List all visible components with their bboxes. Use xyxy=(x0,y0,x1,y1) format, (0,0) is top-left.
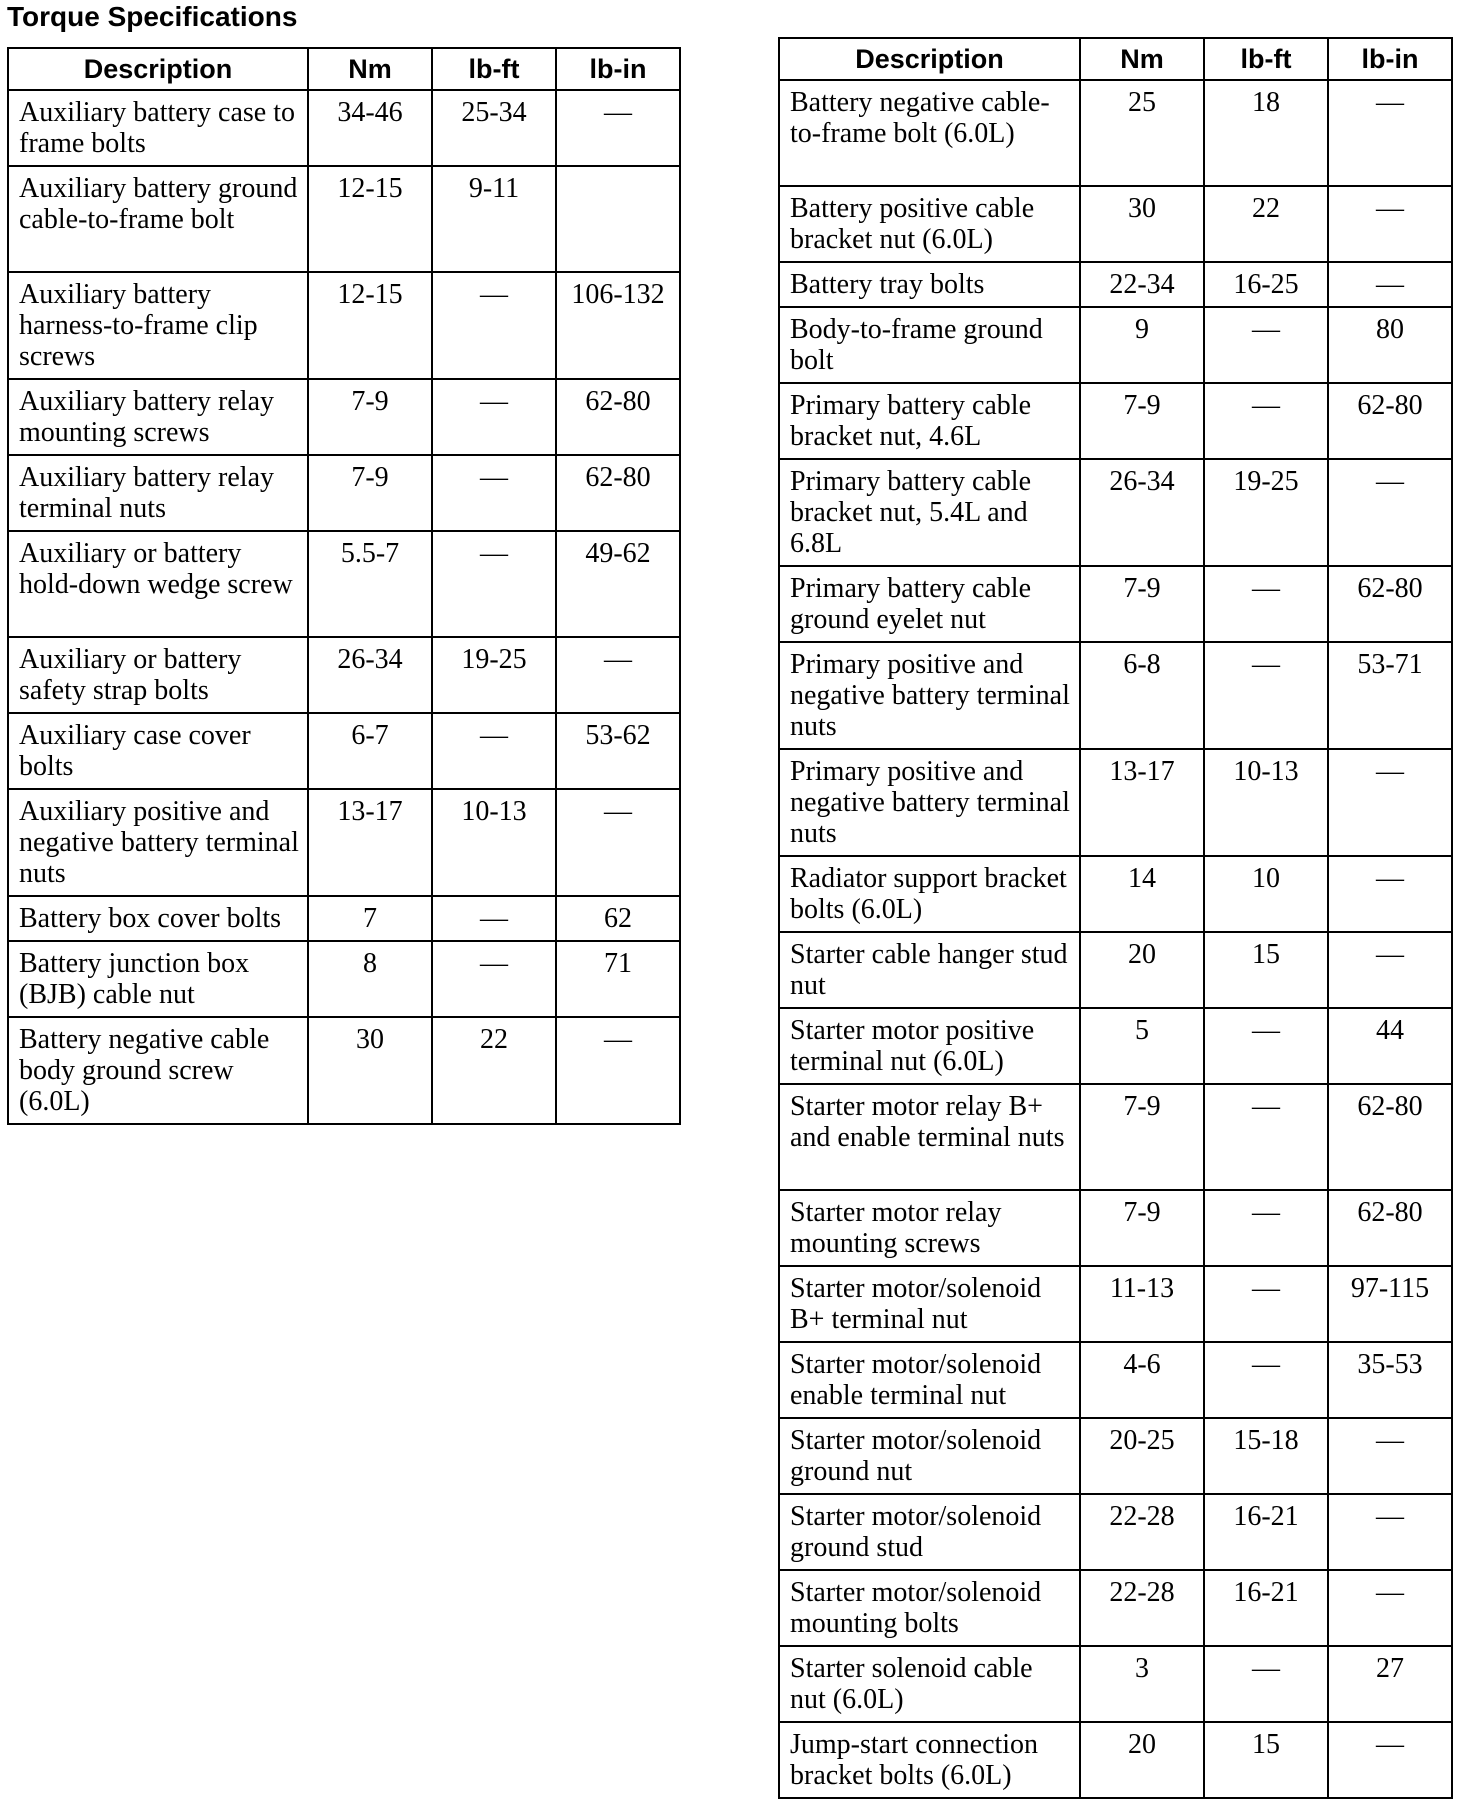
lb-ft-cell: — xyxy=(432,455,556,531)
lb-ft-cell: — xyxy=(1204,566,1328,642)
nm-cell: 7-9 xyxy=(1080,566,1204,642)
nm-cell: 3 xyxy=(1080,1646,1204,1722)
lb-ft-cell: — xyxy=(1204,1646,1328,1722)
nm-cell: 20 xyxy=(1080,932,1204,1008)
nm-cell: 11-13 xyxy=(1080,1266,1204,1342)
nm-cell: 30 xyxy=(1080,186,1204,262)
lb-ft-cell: 18 xyxy=(1204,80,1328,186)
lb-in-cell: 62 xyxy=(556,896,680,941)
lb-ft-cell: 19-25 xyxy=(1204,459,1328,566)
description-cell: Battery junction box (BJB) cable nut xyxy=(8,941,308,1017)
lb-in-cell: 71 xyxy=(556,941,680,1017)
table-row xyxy=(779,749,1452,856)
table-row xyxy=(8,166,680,272)
lb-ft-cell: 15-18 xyxy=(1204,1418,1328,1494)
lb-in-cell: 35-53 xyxy=(1328,1342,1452,1418)
description-cell: Battery negative cable body ground screw (6.0L) xyxy=(8,1017,308,1124)
description-cell: Starter motor/solenoid B+ terminal nut xyxy=(779,1266,1080,1342)
lb-in-cell: 80 xyxy=(1328,307,1452,383)
lb-ft-cell: 10-13 xyxy=(1204,749,1328,856)
page-title: Torque Specifications xyxy=(7,1,298,32)
torque-table-left xyxy=(7,47,681,1125)
nm-cell: 12-15 xyxy=(308,272,432,379)
description-cell: Auxiliary battery harness-to-frame clip screws xyxy=(8,272,308,379)
nm-cell: 26-34 xyxy=(308,637,432,713)
lb-ft-cell: 9-11 xyxy=(432,166,556,272)
nm-cell: 22-34 xyxy=(1080,262,1204,307)
table-row xyxy=(8,531,680,637)
lb-ft-cell: — xyxy=(432,941,556,1017)
lb-ft-cell: 19-25 xyxy=(432,637,556,713)
lb-ft-cell: — xyxy=(1204,1342,1328,1418)
lb-ft-cell: — xyxy=(432,379,556,455)
description-cell: Starter motor relay mounting screws xyxy=(779,1190,1080,1266)
table-row xyxy=(8,941,680,1017)
lb-ft-cell: — xyxy=(1204,642,1328,749)
nm-cell: 20-25 xyxy=(1080,1418,1204,1494)
description-cell: Starter motor/solenoid ground nut xyxy=(779,1418,1080,1494)
nm-cell: 25 xyxy=(1080,80,1204,186)
header-lb-in: lb-in xyxy=(1328,38,1452,80)
lb-in-cell: 62-80 xyxy=(1328,1084,1452,1190)
nm-cell: 34-46 xyxy=(308,90,432,166)
table-row xyxy=(8,379,680,455)
table-row xyxy=(779,1190,1452,1266)
header-description: Description xyxy=(779,38,1080,80)
description-cell: Primary positive and negative battery terminal nuts xyxy=(779,749,1080,856)
header-lb-ft: lb-ft xyxy=(432,48,556,90)
lb-in-cell: — xyxy=(1328,1570,1452,1646)
table-row xyxy=(779,1342,1452,1418)
table-row xyxy=(779,1646,1452,1722)
lb-in-cell xyxy=(556,166,680,272)
description-cell: Starter cable hanger stud nut xyxy=(779,932,1080,1008)
lb-in-cell: 62-80 xyxy=(1328,383,1452,459)
table-row xyxy=(8,90,680,166)
lb-ft-cell: 16-25 xyxy=(1204,262,1328,307)
nm-cell: 8 xyxy=(308,941,432,1017)
table-row xyxy=(779,1008,1452,1084)
description-cell: Primary positive and negative battery terminal nuts xyxy=(779,642,1080,749)
table-row xyxy=(8,896,680,941)
description-cell: Battery negative cable-to-frame bolt (6.0L) xyxy=(779,80,1080,186)
description-cell: Body-to-frame ground bolt xyxy=(779,307,1080,383)
lb-ft-cell: 16-21 xyxy=(1204,1570,1328,1646)
nm-cell: 13-17 xyxy=(1080,749,1204,856)
nm-cell: 30 xyxy=(308,1017,432,1124)
lb-in-cell: 27 xyxy=(1328,1646,1452,1722)
lb-in-cell: — xyxy=(1328,262,1452,307)
lb-ft-cell: — xyxy=(432,896,556,941)
description-cell: Battery tray bolts xyxy=(779,262,1080,307)
description-cell: Starter motor positive terminal nut (6.0L) xyxy=(779,1008,1080,1084)
table-row xyxy=(779,1570,1452,1646)
description-cell: Primary battery cable bracket nut, 4.6L xyxy=(779,383,1080,459)
lb-in-cell: 62-80 xyxy=(1328,1190,1452,1266)
lb-ft-cell: — xyxy=(1204,307,1328,383)
table-row xyxy=(779,80,1452,186)
lb-in-cell: 53-62 xyxy=(556,713,680,789)
table-row xyxy=(779,307,1452,383)
table-row xyxy=(779,1722,1452,1798)
nm-cell: 9 xyxy=(1080,307,1204,383)
header-lb-in: lb-in xyxy=(556,48,680,90)
description-cell: Auxiliary positive and negative battery terminal nuts xyxy=(8,789,308,896)
description-cell: Auxiliary case cover bolts xyxy=(8,713,308,789)
description-cell: Primary battery cable ground eyelet nut xyxy=(779,566,1080,642)
lb-in-cell: — xyxy=(1328,80,1452,186)
nm-cell: 7-9 xyxy=(1080,1084,1204,1190)
nm-cell: 7-9 xyxy=(308,455,432,531)
lb-in-cell: — xyxy=(1328,1722,1452,1798)
lb-ft-cell: — xyxy=(1204,1084,1328,1190)
lb-in-cell: — xyxy=(1328,932,1452,1008)
description-cell: Starter solenoid cable nut (6.0L) xyxy=(779,1646,1080,1722)
header-description: Description xyxy=(8,48,308,90)
description-cell: Battery positive cable bracket nut (6.0L) xyxy=(779,186,1080,262)
lb-ft-cell: — xyxy=(432,272,556,379)
nm-cell: 6-8 xyxy=(1080,642,1204,749)
description-cell: Auxiliary battery relay terminal nuts xyxy=(8,455,308,531)
lb-ft-cell: 16-21 xyxy=(1204,1494,1328,1570)
table-row xyxy=(8,455,680,531)
header-nm: Nm xyxy=(308,48,432,90)
header-row xyxy=(779,38,1452,80)
nm-cell: 13-17 xyxy=(308,789,432,896)
lb-in-cell: — xyxy=(1328,459,1452,566)
lb-ft-cell: 10 xyxy=(1204,856,1328,932)
lb-ft-cell: — xyxy=(432,713,556,789)
nm-cell: 20 xyxy=(1080,1722,1204,1798)
nm-cell: 5.5-7 xyxy=(308,531,432,637)
lb-in-cell: — xyxy=(556,637,680,713)
lb-in-cell: 62-80 xyxy=(556,455,680,531)
nm-cell: 14 xyxy=(1080,856,1204,932)
lb-ft-cell: 25-34 xyxy=(432,90,556,166)
description-cell: Starter motor/solenoid ground stud xyxy=(779,1494,1080,1570)
lb-in-cell: — xyxy=(1328,186,1452,262)
table-row xyxy=(8,637,680,713)
lb-in-cell: — xyxy=(556,90,680,166)
lb-ft-cell: — xyxy=(1204,1008,1328,1084)
description-cell: Primary battery cable bracket nut, 5.4L and 6.8L xyxy=(779,459,1080,566)
nm-cell: 7-9 xyxy=(1080,1190,1204,1266)
description-cell: Jump-start connection bracket bolts (6.0L) xyxy=(779,1722,1080,1798)
table-row xyxy=(779,262,1452,307)
table-row xyxy=(779,642,1452,749)
table-row xyxy=(779,1494,1452,1570)
lb-in-cell: 106-132 xyxy=(556,272,680,379)
description-cell: Auxiliary or battery hold-down wedge screw xyxy=(8,531,308,637)
lb-ft-cell: 22 xyxy=(1204,186,1328,262)
table-row xyxy=(779,186,1452,262)
description-cell: Radiator support bracket bolts (6.0L) xyxy=(779,856,1080,932)
table-row xyxy=(779,566,1452,642)
nm-cell: 4-6 xyxy=(1080,1342,1204,1418)
nm-cell: 22-28 xyxy=(1080,1494,1204,1570)
nm-cell: 22-28 xyxy=(1080,1570,1204,1646)
lb-in-cell: — xyxy=(1328,856,1452,932)
lb-ft-cell: 15 xyxy=(1204,932,1328,1008)
lb-in-cell: 97-115 xyxy=(1328,1266,1452,1342)
table-row xyxy=(8,789,680,896)
description-cell: Auxiliary battery case to frame bolts xyxy=(8,90,308,166)
nm-cell: 12-15 xyxy=(308,166,432,272)
description-cell: Auxiliary or battery safety strap bolts xyxy=(8,637,308,713)
lb-ft-cell: — xyxy=(1204,1266,1328,1342)
lb-in-cell: — xyxy=(1328,749,1452,856)
lb-in-cell: — xyxy=(556,789,680,896)
torque-table-right xyxy=(778,37,1453,1799)
lb-ft-cell: 15 xyxy=(1204,1722,1328,1798)
lb-in-cell: 53-71 xyxy=(1328,642,1452,749)
header-nm: Nm xyxy=(1080,38,1204,80)
lb-in-cell: — xyxy=(556,1017,680,1124)
table-row xyxy=(779,1418,1452,1494)
table-row xyxy=(779,383,1452,459)
description-cell: Starter motor/solenoid mounting bolts xyxy=(779,1570,1080,1646)
table-row xyxy=(779,932,1452,1008)
table-row xyxy=(779,856,1452,932)
lb-in-cell: 62-80 xyxy=(556,379,680,455)
nm-cell: 6-7 xyxy=(308,713,432,789)
lb-in-cell: — xyxy=(1328,1494,1452,1570)
lb-ft-cell: — xyxy=(432,531,556,637)
nm-cell: 26-34 xyxy=(1080,459,1204,566)
table-row xyxy=(8,272,680,379)
table-row xyxy=(8,713,680,789)
lb-in-cell: 62-80 xyxy=(1328,566,1452,642)
nm-cell: 5 xyxy=(1080,1008,1204,1084)
description-cell: Starter motor/solenoid enable terminal nut xyxy=(779,1342,1080,1418)
table-row xyxy=(779,1266,1452,1342)
lb-in-cell: 49-62 xyxy=(556,531,680,637)
header-row xyxy=(8,48,680,90)
lb-ft-cell: 10-13 xyxy=(432,789,556,896)
lb-ft-cell: — xyxy=(1204,1190,1328,1266)
description-cell: Auxiliary battery relay mounting screws xyxy=(8,379,308,455)
nm-cell: 7-9 xyxy=(308,379,432,455)
table-row xyxy=(779,1084,1452,1190)
header-lb-ft: lb-ft xyxy=(1204,38,1328,80)
description-cell: Battery box cover bolts xyxy=(8,896,308,941)
lb-ft-cell: — xyxy=(1204,383,1328,459)
table-row xyxy=(8,1017,680,1124)
nm-cell: 7 xyxy=(308,896,432,941)
lb-ft-cell: 22 xyxy=(432,1017,556,1124)
description-cell: Starter motor relay B+ and enable terminal nuts xyxy=(779,1084,1080,1190)
lb-in-cell: 44 xyxy=(1328,1008,1452,1084)
lb-in-cell: — xyxy=(1328,1418,1452,1494)
table-row xyxy=(779,459,1452,566)
nm-cell: 7-9 xyxy=(1080,383,1204,459)
description-cell: Auxiliary battery ground cable-to-frame bolt xyxy=(8,166,308,272)
